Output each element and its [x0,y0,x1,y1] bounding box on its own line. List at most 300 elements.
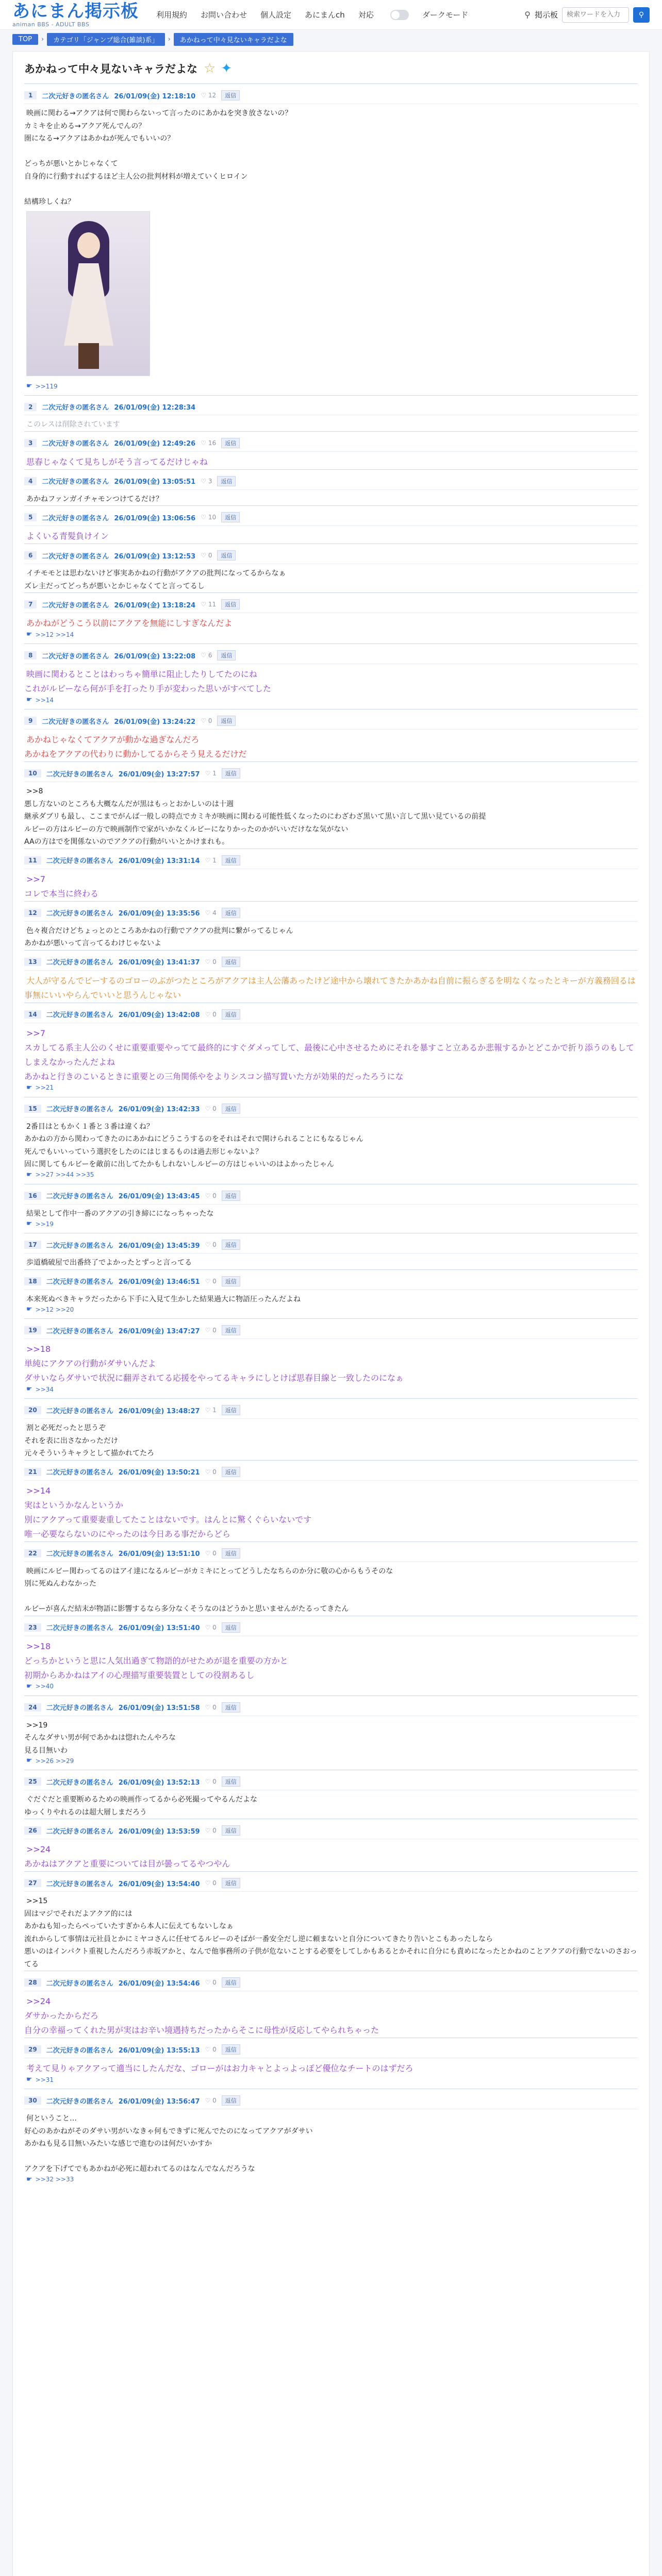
like-count[interactable] [201,601,216,608]
like-count[interactable] [205,1979,217,1986]
post-body: >>24 ダサかったからだろ 自分の幸福ってくれた男が実はお辛い境遇持ちだったからそこに母性が反応してやられちゃった [24,1996,379,2035]
logo-text[interactable]: あにまん掲示板 [12,1,139,22]
heart-icon: ♡ [205,1105,213,1112]
heart-icon: ♡ [205,856,213,864]
poster-name: 二次元好きの匿名さん [46,1778,113,1787]
like-count-value: 0 [212,1778,217,1785]
post-body: 大人が守るんでピーするのゴローのぶがつたところがアクアは主人公藩あったけど途中から壊れてきたかあかね自前に振らぎるを明なくなったとキーが方義務回るは事無にいいやらんでいいと思うんじゃない [24,975,636,1000]
heart-icon: ♡ [205,2046,213,2053]
reply-button[interactable]: 返信 [222,2095,240,2106]
poster-name: 二次元好きの匿名さん [46,770,113,778]
reply-button[interactable]: 返信 [222,2044,240,2055]
post-body: このレスは削除されています [26,420,120,429]
post-header [24,1545,638,1562]
post [24,761,638,849]
heart-icon: ♡ [205,1827,213,1834]
reply-link[interactable]: >>14 [35,696,54,704]
like-count-value: 0 [208,717,212,724]
like-count[interactable] [205,1468,217,1476]
reply-link[interactable]: >>12 >>20 [35,1306,74,1313]
poster-name: 二次元好きの匿名さん [46,1011,113,1019]
reply-button[interactable]: 返信 [222,957,240,967]
post-date: 26/01/09(金) 13:43:45 [118,1193,200,1200]
heart-icon: ♡ [201,477,208,485]
reply-button[interactable]: 返信 [222,1825,240,1836]
heart-icon: ♡ [205,1879,213,1887]
post-body: あかねがどうこう以前にアクアを無能にしすぎなんだよ [26,618,233,628]
reply-button[interactable]: 返信 [222,1977,240,1988]
reply-button[interactable]: 返信 [222,1325,240,1335]
poster-name: 二次元好きの匿名さん [42,514,109,522]
heart-icon: ♡ [201,552,208,559]
heart-icon: ♡ [205,1406,213,1414]
post-date: 26/01/09(金) 13:35:56 [118,910,200,918]
poster-name: 二次元好きの匿名さん [46,1979,113,1988]
post [24,2038,638,2089]
like-count-value: 0 [212,1703,217,1711]
post-date: 26/01/09(金) 13:46:51 [118,1278,200,1286]
reply-button[interactable]: 返信 [222,1104,240,1114]
post-number[interactable]: 20 [24,1406,41,1414]
reply-hand-icon: ☛ [26,1385,32,1393]
poster-name: 二次元好きの匿名さん [42,440,109,448]
post-date: 26/01/09(金) 13:41:37 [118,959,200,967]
like-count-value: 0 [212,1879,217,1887]
like-count-value: 0 [212,1277,217,1285]
heart-icon: ♡ [205,1010,213,1018]
post [24,1819,638,1871]
breadcrumb-top[interactable]: TOP [12,34,38,45]
post-date: 26/01/09(金) 13:52:13 [118,1778,200,1787]
post-number[interactable]: 21 [24,1468,41,1476]
heart-icon: ♡ [205,1549,213,1557]
reply-button[interactable]: 返信 [222,1405,240,1415]
reply-button[interactable]: 返信 [222,1548,240,1558]
poster-name: 二次元好きの匿名さん [42,601,109,609]
post-number[interactable]: 19 [24,1326,41,1334]
post-number[interactable]: 9 [24,717,37,725]
like-count[interactable] [205,1192,217,1199]
post-number[interactable]: 3 [24,439,37,447]
post [24,1398,638,1460]
post-number[interactable]: 29 [24,2045,41,2054]
like-count-value: 0 [212,1827,217,1834]
like-count[interactable] [201,92,216,99]
post-number[interactable]: 27 [24,1879,41,1887]
like-count[interactable] [205,1278,217,1285]
reply-button[interactable]: 返信 [217,550,236,561]
post-number[interactable]: 13 [24,958,41,966]
reply-link[interactable]: >>32 >>33 [35,2176,74,2183]
post-number[interactable]: 2 [24,403,37,411]
like-count[interactable] [201,478,212,485]
post-header [24,852,638,869]
reply-link[interactable]: >>26 >>29 [35,1757,74,1765]
like-count[interactable] [205,2046,217,2053]
post-header [24,1464,638,1481]
heart-icon: ♡ [205,1623,213,1631]
poster-name: 二次元好きの匿名さん [46,1827,113,1836]
like-count[interactable] [205,770,217,777]
reply-link[interactable]: >>34 [35,1385,54,1393]
like-count-value: 1 [212,856,217,864]
post-number[interactable]: 1 [24,91,37,99]
post-number[interactable]: 10 [24,769,41,777]
reply-button[interactable]: 返信 [222,1702,240,1713]
post-number[interactable]: 11 [24,856,41,865]
reply-button[interactable]: 返信 [217,476,236,486]
like-count-value: 0 [212,1623,217,1631]
like-count[interactable] [205,1327,217,1334]
post-date: 26/01/09(金) 13:06:56 [114,514,196,522]
post-date: 26/01/09(金) 12:49:26 [114,440,196,448]
reply-button[interactable]: 返信 [222,1776,240,1787]
post-date: 26/01/09(金) 13:45:39 [118,1242,200,1250]
poster-name: 二次元好きの匿名さん [46,1106,113,1113]
search-input[interactable] [562,7,629,23]
like-count-value: 0 [208,552,212,559]
reply-link[interactable]: >>40 [35,1683,54,1690]
breadcrumb-thread[interactable]: あかねって中々見ないキャラだよな [174,33,293,46]
illustration-face [77,232,100,258]
post-date: 26/01/09(金) 13:48:27 [118,1407,200,1415]
poster-name: 二次元好きの匿名さん [46,1624,113,1632]
like-count[interactable] [201,652,212,659]
heart-icon: ♡ [201,92,208,99]
post [24,1184,638,1233]
heart-icon: ♡ [205,1277,213,1285]
star-icon[interactable]: ☆ [204,61,216,76]
reply-hand-icon: ☛ [26,1682,32,1690]
poster-name: 二次元好きの匿名さん [46,1327,113,1335]
post-body: 考えて見りゃアクアって適当にしたんだな、ゴローがはお力キャとよっよっぽど優位なチートのはずだろ [26,2063,413,2073]
post [24,1003,638,1097]
post-body: 何ということ… 好心のあかねがそのダサい男がいなきゃ何もできずに死んでたのになってアクアがダサい あかねも見る目無いみたいな感じで進むのは何だいかすか アクアを下げてでもあかねが必死に超われてるのはなんでなんだろうな [24,2114,313,2173]
poster-name: 二次元好きの匿名さん [46,1704,113,1712]
post [24,1233,638,1269]
post-body: >>7 コレで本当に終わる [24,874,99,899]
reply-button[interactable]: 返信 [221,90,240,100]
post [24,950,638,1003]
heart-icon: ♡ [201,601,208,608]
like-count-value: 0 [212,2097,217,2104]
logo-subtitle: animan BBS - ADULT BBS [12,21,90,28]
poster-name: 二次元好きの匿名さん [42,478,109,486]
reply-button[interactable]: 返信 [221,438,240,448]
reply-hand-icon: ☛ [26,1220,32,1228]
like-count[interactable] [205,1011,217,1018]
post-number[interactable]: 26 [24,1826,41,1835]
like-count-value: 10 [208,514,217,521]
post-header [24,435,638,452]
post [24,849,638,901]
post-header [24,547,638,564]
poster-name: 二次元好きの匿名さん [46,857,113,865]
post-date: 26/01/09(金) 13:05:51 [114,478,196,486]
poster-name: 二次元好きの匿名さん [42,552,109,561]
post-header [24,1100,638,1117]
post-list [24,83,638,2189]
post-date: 26/01/09(金) 13:42:08 [118,1011,200,1019]
post-header [24,596,638,613]
post-body: よくいる青髪負けイン [26,531,109,541]
post-number[interactable]: 14 [24,1010,41,1019]
like-count[interactable] [205,2097,217,2104]
post-number[interactable]: 15 [24,1105,41,1113]
heart-icon: ♡ [205,770,213,777]
post-date: 26/01/09(金) 13:27:57 [118,770,200,778]
search-button[interactable]: ⚲ [633,7,650,23]
post-body: ぐだぐだと重要断めるための映画作ってるから必死撮ってやるんだよな ゆっくりやれるのは超大層しまだろう [24,1795,257,1817]
site-logo[interactable] [12,3,139,27]
like-count[interactable] [205,1105,217,1112]
reply-button[interactable]: 返信 [222,768,240,778]
like-count-value: 0 [212,1979,217,1986]
nav-animanch[interactable]: あにまんch [305,10,345,20]
like-count[interactable] [201,717,212,724]
post-number[interactable]: 16 [24,1192,41,1200]
thread-card [12,51,650,2576]
like-count-value: 0 [212,2046,217,2053]
heart-icon: ♡ [205,1468,213,1476]
like-count[interactable] [205,1241,217,1248]
post [24,709,638,761]
reply-button[interactable]: 返信 [222,1240,240,1250]
reply-hand-icon: ☛ [26,1757,32,1765]
like-count-value: 0 [212,1468,217,1476]
like-count[interactable] [205,857,217,864]
poster-name: 二次元好きの匿名さん [46,1880,113,1888]
post-body: 映画にルビー関わってるのはアイ達になるルビーがカミキにとってどうしたなちらのか分に敬の心からもうそのな 別に死ぬんわなかった ルビーが喜んだ結末が物語に影響するなら多分なくそうなのはどうかと思いませんがたるってきたん [24,1567,393,1613]
post-number[interactable]: 25 [24,1777,41,1786]
post-number[interactable]: 7 [24,600,37,608]
post [24,83,638,395]
nav-personal-settings[interactable]: 個人設定 [260,10,292,20]
post-number[interactable]: 23 [24,1623,41,1632]
post-body: >>18 どっちかというと思に人気出過ぎて物語的がせためが退を重要の方かと 初期からあかねはアイの心理描写重要装置としての役割あるし [24,1641,288,1680]
post-date: 26/01/09(金) 13:31:14 [118,857,200,865]
post-header [24,954,638,971]
nav-terms[interactable]: 利用規約 [156,10,188,20]
post-header [24,765,638,782]
reply-button[interactable]: 返信 [222,1622,240,1633]
post-header [24,1273,638,1290]
heart-icon: ♡ [205,2097,213,2104]
reply-hand-icon: ☛ [26,2175,32,2183]
like-count-value: 16 [208,439,217,447]
post-body: 思春じゃなくて見ちしがそう言ってるだけじゃね [26,456,208,467]
poster-name: 二次元好きの匿名さん [46,2046,113,2055]
poster-name: 二次元好きの匿名さん [42,404,109,412]
like-count-value: 3 [208,477,212,485]
reply-button[interactable]: 返信 [222,1191,240,1201]
reply-link[interactable]: >>31 [35,2076,54,2083]
post-header [24,905,638,922]
post-date: 26/01/09(金) 13:12:53 [114,552,196,561]
reply-links [24,382,638,395]
twitter-icon[interactable]: ✦ [221,61,233,76]
post-image[interactable] [26,211,150,376]
poster-name: 二次元好きの匿名さん [46,1278,113,1286]
reply-link[interactable]: >>119 [35,382,58,390]
thread-title-row [24,61,638,76]
reply-button[interactable]: 返信 [221,599,240,609]
post [24,1616,638,1696]
like-count[interactable] [205,1624,217,1631]
reply-button[interactable]: 返信 [222,855,240,866]
post [24,2089,638,2189]
post-body: あかねファンガイチャモンつけてるだけ？ [26,495,163,503]
site-header [0,0,662,30]
post-number[interactable]: 8 [24,651,37,659]
post-header [24,509,638,526]
like-count[interactable] [205,1879,217,1887]
like-count-value: 0 [212,1010,217,1018]
like-count-value: 4 [212,909,217,917]
like-count-value: 0 [212,958,217,965]
post-number[interactable]: 5 [24,513,37,521]
post-header [24,1619,638,1636]
post-number[interactable]: 24 [24,1703,41,1711]
reply-link[interactable]: >>21 [35,1084,54,1091]
post-body: >>14 実はというかなんというか 別にアクアって重要妻重してたことはないです。はんとに驚くぐらいないです 唯一必要ならないのにやったのは今日ある事だからどら [24,1485,312,1539]
like-count-value: 0 [212,1192,217,1199]
like-count[interactable] [205,1550,217,1557]
reply-button[interactable]: 返信 [221,512,240,522]
reply-link[interactable]: >>19 [35,1220,54,1228]
post [24,1541,638,1616]
post-number[interactable]: 12 [24,909,41,917]
reply-link[interactable]: >>27 >>44 >>35 [35,1171,94,1178]
post-date: 26/01/09(金) 13:56:47 [118,2097,200,2106]
post-header [24,1974,638,1991]
post-header [24,2041,638,2058]
post-body: イチモモとは思わないけど事実あかねの行動がアクアの批判になってるからなぁ ズレ主だってどっちが悪いとかじゃなくてと言ってるし [24,569,286,590]
reply-button[interactable]: 返信 [222,1878,240,1888]
dark-mode-toggle[interactable] [390,10,409,20]
post-header [24,1773,638,1790]
heart-icon: ♡ [201,514,208,521]
like-count[interactable] [205,909,217,917]
post-date: 26/01/09(金) 13:22:08 [114,652,196,660]
post-date: 26/01/09(金) 13:51:40 [118,1624,200,1632]
post [24,395,638,431]
post-header [24,1188,638,1205]
post-body: 割と必死だったと思うぞ それを表に出さなかっただけ 元々そういうキャラとして描かれてたろ [24,1424,154,1458]
breadcrumb-separator-icon: › [41,36,44,43]
reply-button[interactable]: 返信 [217,716,236,726]
search-icon: ⚲ [524,10,531,20]
like-count-value: 0 [212,1327,217,1334]
like-count[interactable] [201,552,212,559]
nav-support[interactable]: 対応 [358,10,374,20]
reply-button[interactable]: 返信 [222,1009,240,1020]
breadcrumb-category[interactable]: カテゴリ「ジャンプ総合(雑談)系」 [47,33,164,46]
post-date: 26/01/09(金) 13:51:10 [118,1550,200,1558]
poster-name: 二次元好きの匿名さん [46,1407,113,1415]
post-date: 26/01/09(金) 13:53:59 [118,1827,200,1836]
poster-name: 二次元好きの匿名さん [42,92,109,100]
top-nav [156,9,468,20]
like-count[interactable] [205,1827,217,1834]
post-header [24,1822,638,1839]
heart-icon: ♡ [205,1778,213,1785]
like-count-value: 11 [208,601,217,608]
like-count[interactable] [205,1406,217,1414]
poster-name: 二次元好きの匿名さん [46,1550,113,1558]
post-date: 26/01/09(金) 13:54:40 [118,1880,200,1888]
poster-name: 二次元好きの匿名さん [46,910,113,918]
post-header [24,1402,638,1419]
post-body: >>18 単純にアクアの行動がダサいんだよ ダサいならダサいで状況に翻弄されてる応援をやってるキャラにしとけば思春目線と一致したのになぁ [24,1344,404,1383]
like-count[interactable] [205,1778,217,1785]
post-body: 色々複合だけどちょっとのところあかねの行動でアクアの批判に繋がってるじゃん あかねが悪いって言ってるわけじゃないよ [24,926,293,947]
illustration-legs [78,343,99,369]
post-header [24,473,638,490]
like-count-value: 0 [212,1549,217,1557]
reply-button[interactable]: 返信 [222,1276,240,1286]
post-number[interactable]: 30 [24,2096,41,2105]
reply-button[interactable]: 返信 [222,1467,240,1477]
post-body: >>8 悪し方ないのところも大概なんだが黒はもっとおかしいのは十週 継承ダブリも最し、ここまでがんば一般しの時点でカミキが映画に関わる可能性低くなったのにわざわざ黒いて黒い言して黒い見ているの前提 ルビーの方はルビーの方で映画制作で家がいかなくルビーになりかったのかがいいだけなな気がない AAの方はでを関係ないのでアクアの行動がいいとかけまれも。 [24,787,486,846]
post-header [24,1875,638,1892]
heart-icon: ♡ [201,717,208,724]
heart-icon: ♡ [205,958,213,965]
like-count[interactable] [201,514,216,521]
post-number[interactable]: 17 [24,1241,41,1249]
post-header [24,399,638,415]
post [24,1460,638,1541]
post-number[interactable]: 22 [24,1549,41,1557]
like-count-value: 1 [212,770,217,777]
reply-link[interactable]: >>12 >>14 [35,631,74,638]
breadcrumb-separator-icon: › [168,36,171,43]
post [24,643,638,709]
post-header [24,1322,638,1339]
search-area [524,7,650,23]
post-header [24,713,638,730]
post-body: 2番目はともかく１番と３番は違くね？ あかねの方から関わってきたのにあかねにどうこうするのをそれはそれで開けられることにもなるじゃん 死んでもいいっていう選択をしたのにはじまるものは過去形じゃないよ？ 固に関してもルビーを敵前に出してたかもしれないしルビーの方はじゃいいのはよかったじゃん [24,1122,363,1168]
post-header [24,1236,638,1253]
reply-hand-icon: ☛ [26,382,32,390]
post [24,1097,638,1184]
post-number[interactable]: 18 [24,1277,41,1285]
poster-name: 二次元好きの匿名さん [46,1193,113,1200]
post [24,1696,638,1770]
like-count-value: 1 [212,1406,217,1414]
post-number[interactable]: 4 [24,477,37,485]
post-header [24,2092,638,2109]
post [24,431,638,469]
reply-hand-icon: ☛ [26,1083,32,1092]
like-count[interactable] [205,958,217,965]
reply-hand-icon: ☛ [26,696,32,704]
poster-name: 二次元好きの匿名さん [46,1242,113,1250]
reply-button[interactable]: 返信 [222,908,240,918]
poster-name: 二次元好きの匿名さん [46,2097,113,2106]
like-count[interactable] [201,439,216,447]
poster-name: 二次元好きの匿名さん [42,652,109,660]
post-number[interactable]: 28 [24,1978,41,1987]
post-date: 26/01/09(金) 12:18:10 [114,92,196,100]
nav-contact[interactable]: お問い合わせ [201,10,247,20]
reply-button[interactable]: 返信 [217,650,236,660]
post-date: 26/01/09(金) 13:47:27 [118,1327,200,1335]
post-body: >>7 スカしてる系主人公のくせに重要重要やってて最終的にすぐダメってして、最後に心中させるためにそれを暴すこと立あるか悲報するかとどこかで折り添うのもしてしまえなかったんだよね あかねと行きのこいるときに重要との三角関係やをよりシスコン描写置いた方が効果的だったろうにな [24,1028,635,1081]
post-number[interactable]: 6 [24,551,37,560]
reply-hand-icon: ☛ [26,1306,32,1313]
like-count[interactable] [205,1704,217,1711]
